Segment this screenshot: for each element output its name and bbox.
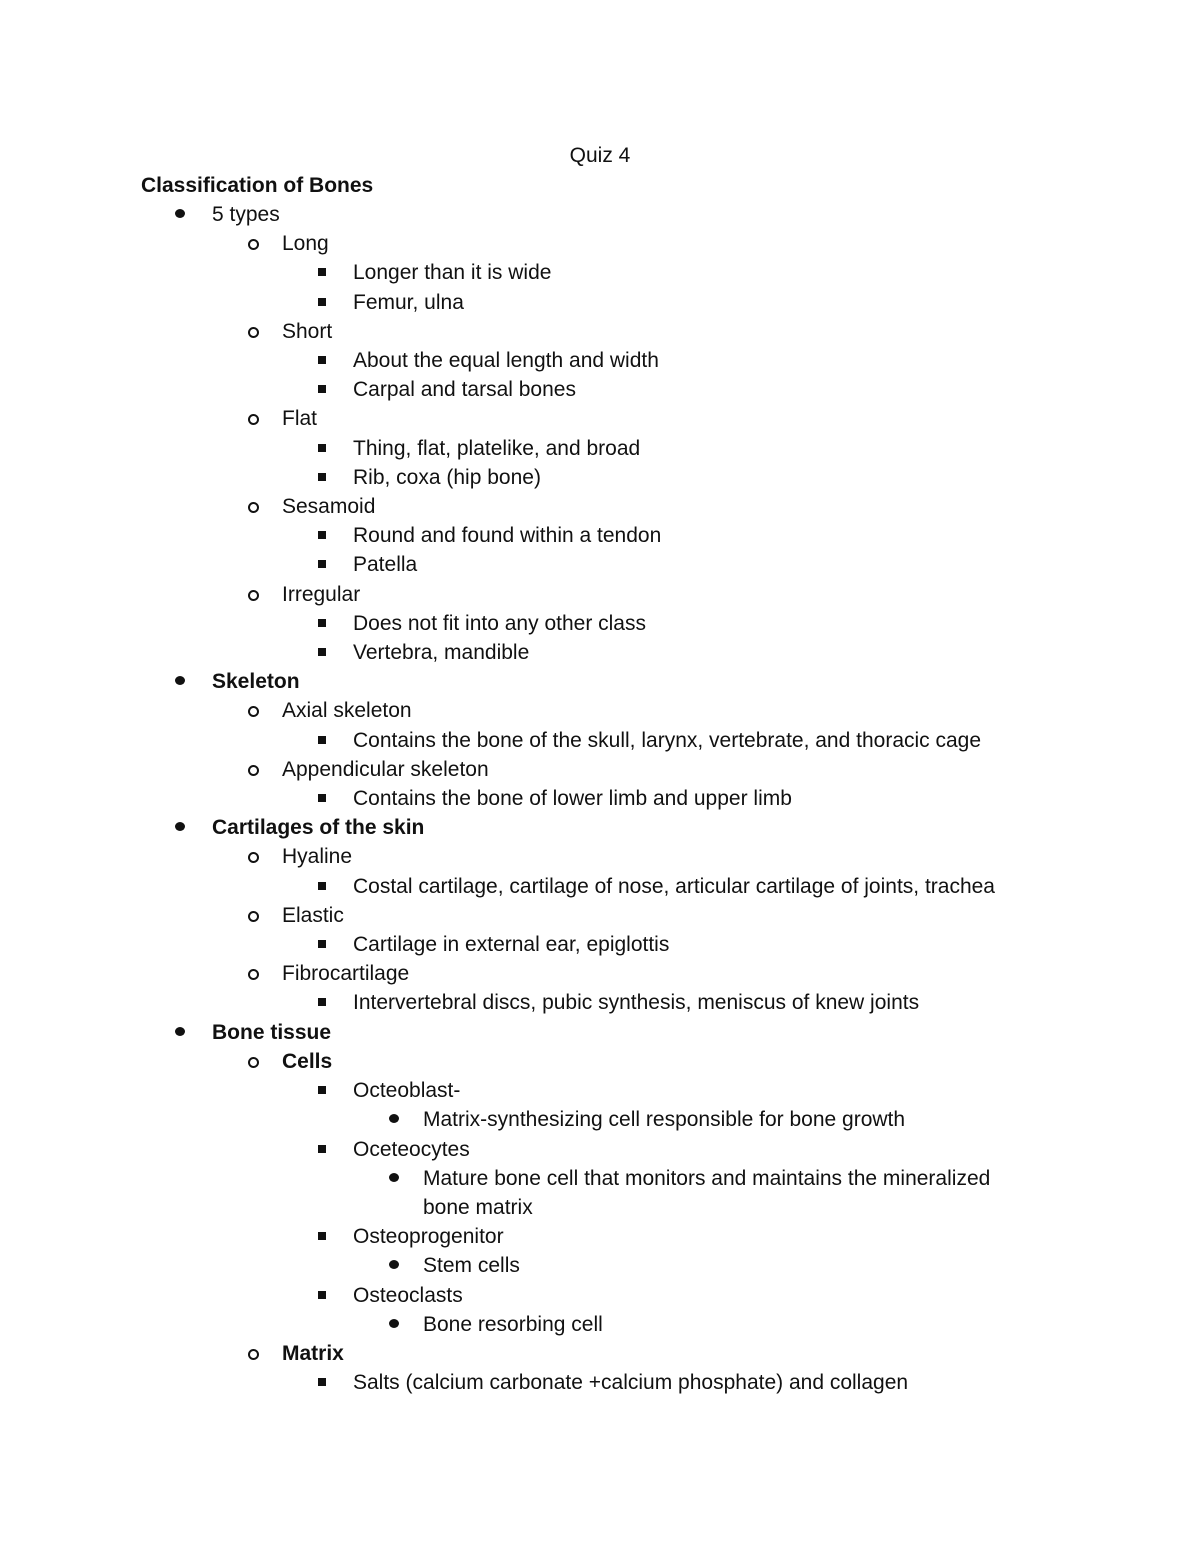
outline-item-level-1 [0, 1018, 1200, 1047]
outline-item-text: Elastic [282, 903, 344, 927]
outline-item-text: Patella [353, 553, 418, 577]
circle-bullet-icon [248, 414, 259, 425]
outline-item-text: Octeoblast- [353, 1079, 461, 1103]
outline-item-text: Hyaline [282, 845, 353, 869]
square-bullet-icon [318, 444, 326, 452]
outline-item-text: Does not fit into any other class [353, 611, 646, 635]
outline-item-level-2 [0, 1339, 1200, 1368]
outline-item-level-3 [0, 1281, 1200, 1310]
outline-item-level-1 [0, 667, 1200, 696]
outline-item-level-3 [0, 726, 1200, 755]
circle-bullet-icon [248, 1057, 259, 1068]
outline-item-text: Mature bone cell that monitors and maintains the mineralized bone matrix [423, 1166, 991, 1219]
outline-item-level-3 [0, 288, 1200, 317]
outline-item-text: Axial skeleton [282, 699, 412, 723]
square-bullet-icon [318, 1086, 326, 1094]
outline-item-text: Osteoprogenitor [353, 1225, 504, 1249]
outline-item-level-3 [0, 1135, 1200, 1164]
outline-item-text: Flat [282, 407, 318, 431]
outline-item-text: Vertebra, mandible [353, 641, 530, 665]
square-bullet-icon [318, 940, 326, 948]
square-bullet-icon [318, 473, 326, 481]
square-bullet-icon [318, 882, 326, 890]
outline-item-text: Thing, flat, platelike, and broad [353, 436, 641, 460]
outline-item-text: Appendicular skeleton [282, 757, 489, 781]
outline-item-level-4 [0, 1310, 1200, 1339]
outline-item-level-3 [0, 930, 1200, 959]
section-heading: Classification of Bones [141, 174, 374, 197]
square-bullet-icon [318, 1291, 326, 1299]
outline-item-text: Salts (calcium carbonate +calcium phosphate) and collagen [353, 1371, 909, 1395]
page-title: Quiz 4 [569, 144, 631, 167]
disc-bullet-icon [175, 209, 185, 218]
outline-item-text: Cartilage in external ear, epiglottis [353, 933, 670, 957]
outline-item-level-3 [0, 638, 1200, 667]
outline-item-text: Sesamoid [282, 495, 376, 519]
square-bullet-icon [318, 356, 326, 364]
square-bullet-icon [318, 268, 326, 276]
disc-bullet-icon [389, 1173, 399, 1182]
square-bullet-icon [318, 998, 326, 1006]
square-bullet-icon [318, 736, 326, 744]
outline-item-text: Stem cells [423, 1254, 520, 1278]
disc-bullet-icon [175, 1027, 185, 1036]
outline-item-level-2 [0, 580, 1200, 609]
outline-item-level-2 [0, 492, 1200, 521]
square-bullet-icon [318, 794, 326, 802]
disc-bullet-icon [389, 1319, 399, 1328]
outline-item-text: Bone tissue [212, 1020, 332, 1044]
outline-item-level-3 [0, 375, 1200, 404]
disc-bullet-icon [175, 676, 185, 685]
circle-bullet-icon [248, 852, 259, 863]
outline-item-level-2 [0, 696, 1200, 725]
outline-item-level-2 [0, 229, 1200, 258]
outline-item-text: Costal cartilage, cartilage of nose, articular cartilage of joints, trachea [353, 874, 995, 898]
square-bullet-icon [318, 298, 326, 306]
square-bullet-icon [318, 560, 326, 568]
circle-bullet-icon [248, 969, 259, 980]
outline-item-text: Osteoclasts [353, 1283, 463, 1307]
outline-item-text: Matrix [282, 1341, 344, 1365]
outline-item-level-3 [0, 258, 1200, 287]
circle-bullet-icon [248, 590, 259, 601]
circle-bullet-icon [248, 327, 259, 338]
outline-item-text: Oceteocytes [353, 1137, 470, 1161]
outline-item-text: Long [282, 232, 329, 256]
outline-item-level-2 [0, 1047, 1200, 1076]
outline-item-level-1 [0, 813, 1200, 842]
outline-item-text: About the equal length and width [353, 349, 659, 373]
outline-item-level-3 [0, 872, 1200, 901]
circle-bullet-icon [248, 1349, 259, 1360]
outline-item-level-3 [0, 434, 1200, 463]
disc-bullet-icon [389, 1260, 399, 1269]
outline-item-level-3 [0, 550, 1200, 579]
outline-item-level-1 [0, 200, 1200, 229]
outline-item-level-2 [0, 959, 1200, 988]
outline-item-level-3 [0, 1222, 1200, 1251]
outline-item-text: Rib, coxa (hip bone) [353, 465, 541, 489]
outline-item-level-2 [0, 317, 1200, 346]
outline-item-level-2 [0, 842, 1200, 871]
outline-item-text: Round and found within a tendon [353, 524, 662, 548]
circle-bullet-icon [248, 502, 259, 513]
disc-bullet-icon [389, 1114, 399, 1123]
outline-item-text: Contains the bone of the skull, larynx, vertebrate, and thoracic cage [353, 728, 982, 752]
outline-item-text: Longer than it is wide [353, 261, 552, 285]
disc-bullet-icon [175, 822, 185, 831]
outline-item-level-2 [0, 901, 1200, 930]
outline-item-text: Fibrocartilage [282, 962, 410, 986]
outline-item-level-3 [0, 784, 1200, 813]
circle-bullet-icon [248, 911, 259, 922]
outline-item-text: Short [282, 319, 333, 343]
outline-item-level-2 [0, 755, 1200, 784]
outline-item-level-2 [0, 404, 1200, 433]
outline-item-text: Cells [282, 1049, 333, 1073]
outline-item-text: Contains the bone of lower limb and upper limb [353, 787, 792, 811]
square-bullet-icon [318, 1378, 326, 1386]
outline-item-level-3 [0, 988, 1200, 1017]
square-bullet-icon [318, 648, 326, 656]
square-bullet-icon [318, 531, 326, 539]
outline-item-text: Matrix-synthesizing cell responsible for bone growth [423, 1108, 906, 1132]
square-bullet-icon [318, 1145, 326, 1153]
outline-item-text: Intervertebral discs, pubic synthesis, meniscus of knew joints [353, 991, 920, 1015]
outline-item-level-4 [0, 1164, 1200, 1222]
outline-item-text: Skeleton [212, 670, 300, 694]
outline-item-level-3 [0, 463, 1200, 492]
outline-item-text: 5 types [212, 203, 280, 226]
outline-item-text: Femur, ulna [353, 290, 464, 314]
outline-item-level-3 [0, 346, 1200, 375]
outline-item-level-3 [0, 609, 1200, 638]
outline-item-text: Cartilages of the skin [212, 816, 425, 840]
outline-item-level-4 [0, 1251, 1200, 1280]
square-bullet-icon [318, 1232, 326, 1240]
outline-list [0, 200, 1200, 1397]
outline-item-text: Bone resorbing cell [423, 1312, 603, 1336]
outline-item-level-3 [0, 521, 1200, 550]
outline-item-text: Carpal and tarsal bones [353, 378, 576, 402]
outline-item-level-4 [0, 1105, 1200, 1134]
circle-bullet-icon [248, 706, 259, 717]
outline-item-level-3 [0, 1368, 1200, 1397]
square-bullet-icon [318, 619, 326, 627]
circle-bullet-icon [248, 239, 259, 250]
square-bullet-icon [318, 385, 326, 393]
circle-bullet-icon [248, 765, 259, 776]
outline-item-text: Irregular [282, 582, 361, 606]
outline-item-level-3 [0, 1076, 1200, 1105]
